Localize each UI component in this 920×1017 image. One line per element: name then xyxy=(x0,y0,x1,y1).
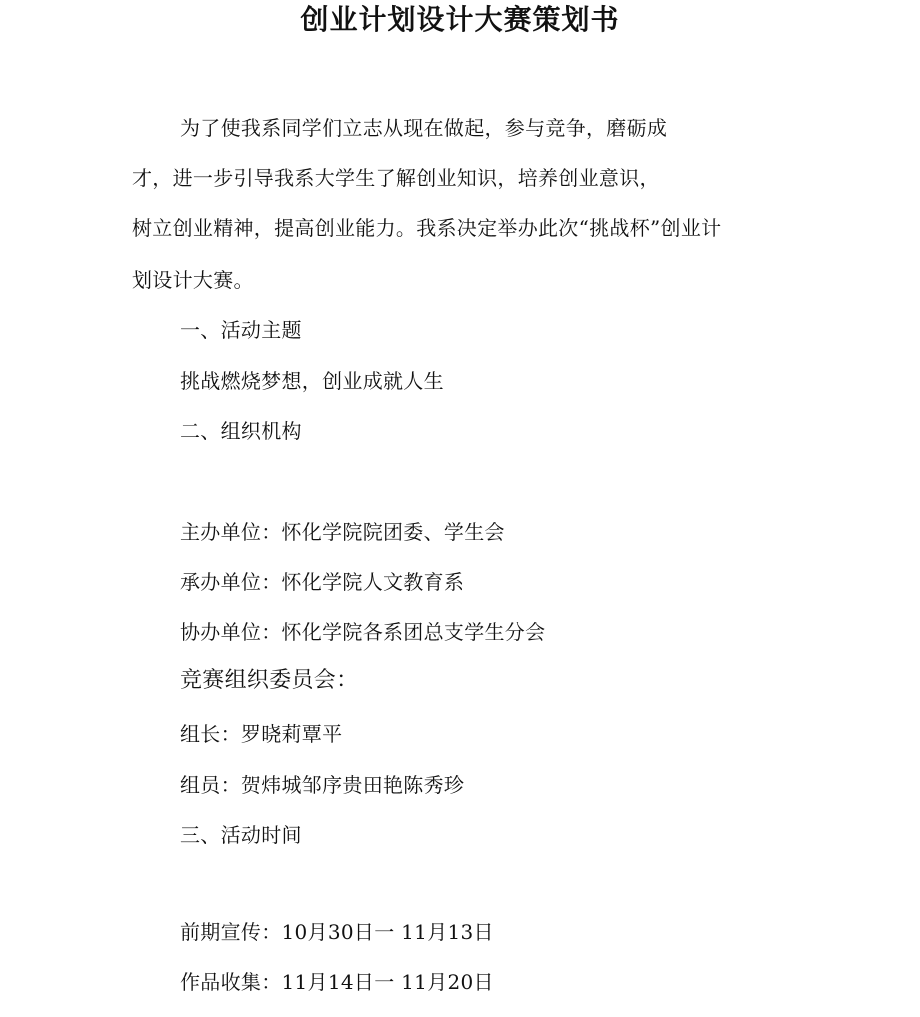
committee-members: 组员：贺炜城邹序贵田艳陈秀珍 xyxy=(180,773,465,797)
theme-text: 挑战燃烧梦想，创业成就人生 xyxy=(180,369,444,393)
promotion-period: 前期宣传：10月30日一 11月13日 xyxy=(180,920,494,944)
section-heading-organization: 二、组织机构 xyxy=(180,419,302,443)
host-unit: 主办单位：怀化学院院团委、学生会 xyxy=(180,520,505,544)
intro-line-4: 划设计大赛。 xyxy=(132,268,254,292)
co-organizer-unit: 协办单位：怀化学院各系团总支学生分会 xyxy=(180,620,546,644)
section-heading-time: 三、活动时间 xyxy=(180,823,302,847)
collection-period: 作品收集：11月14日一 11月20日 xyxy=(180,970,494,994)
intro-line-2: 才，进一步引导我系大学生了解创业知识，培养创业意识， xyxy=(132,166,660,190)
document-title: 创业计划设计大赛策划书 xyxy=(300,3,620,36)
intro-line-3: 树立创业精神，提高创业能力。我系决定举办此次“挑战杯”创业计 xyxy=(132,216,722,240)
section-heading-theme: 一、活动主题 xyxy=(180,318,302,342)
intro-line-1: 为了使我系同学们立志从现在做起，参与竞争，磨砺成 xyxy=(180,116,668,140)
committee-heading: 竞赛组织委员会： xyxy=(180,668,359,693)
organizer-unit: 承办单位：怀化学院人文教育系 xyxy=(180,570,465,594)
committee-leader: 组长：罗晓莉覃平 xyxy=(180,722,343,746)
